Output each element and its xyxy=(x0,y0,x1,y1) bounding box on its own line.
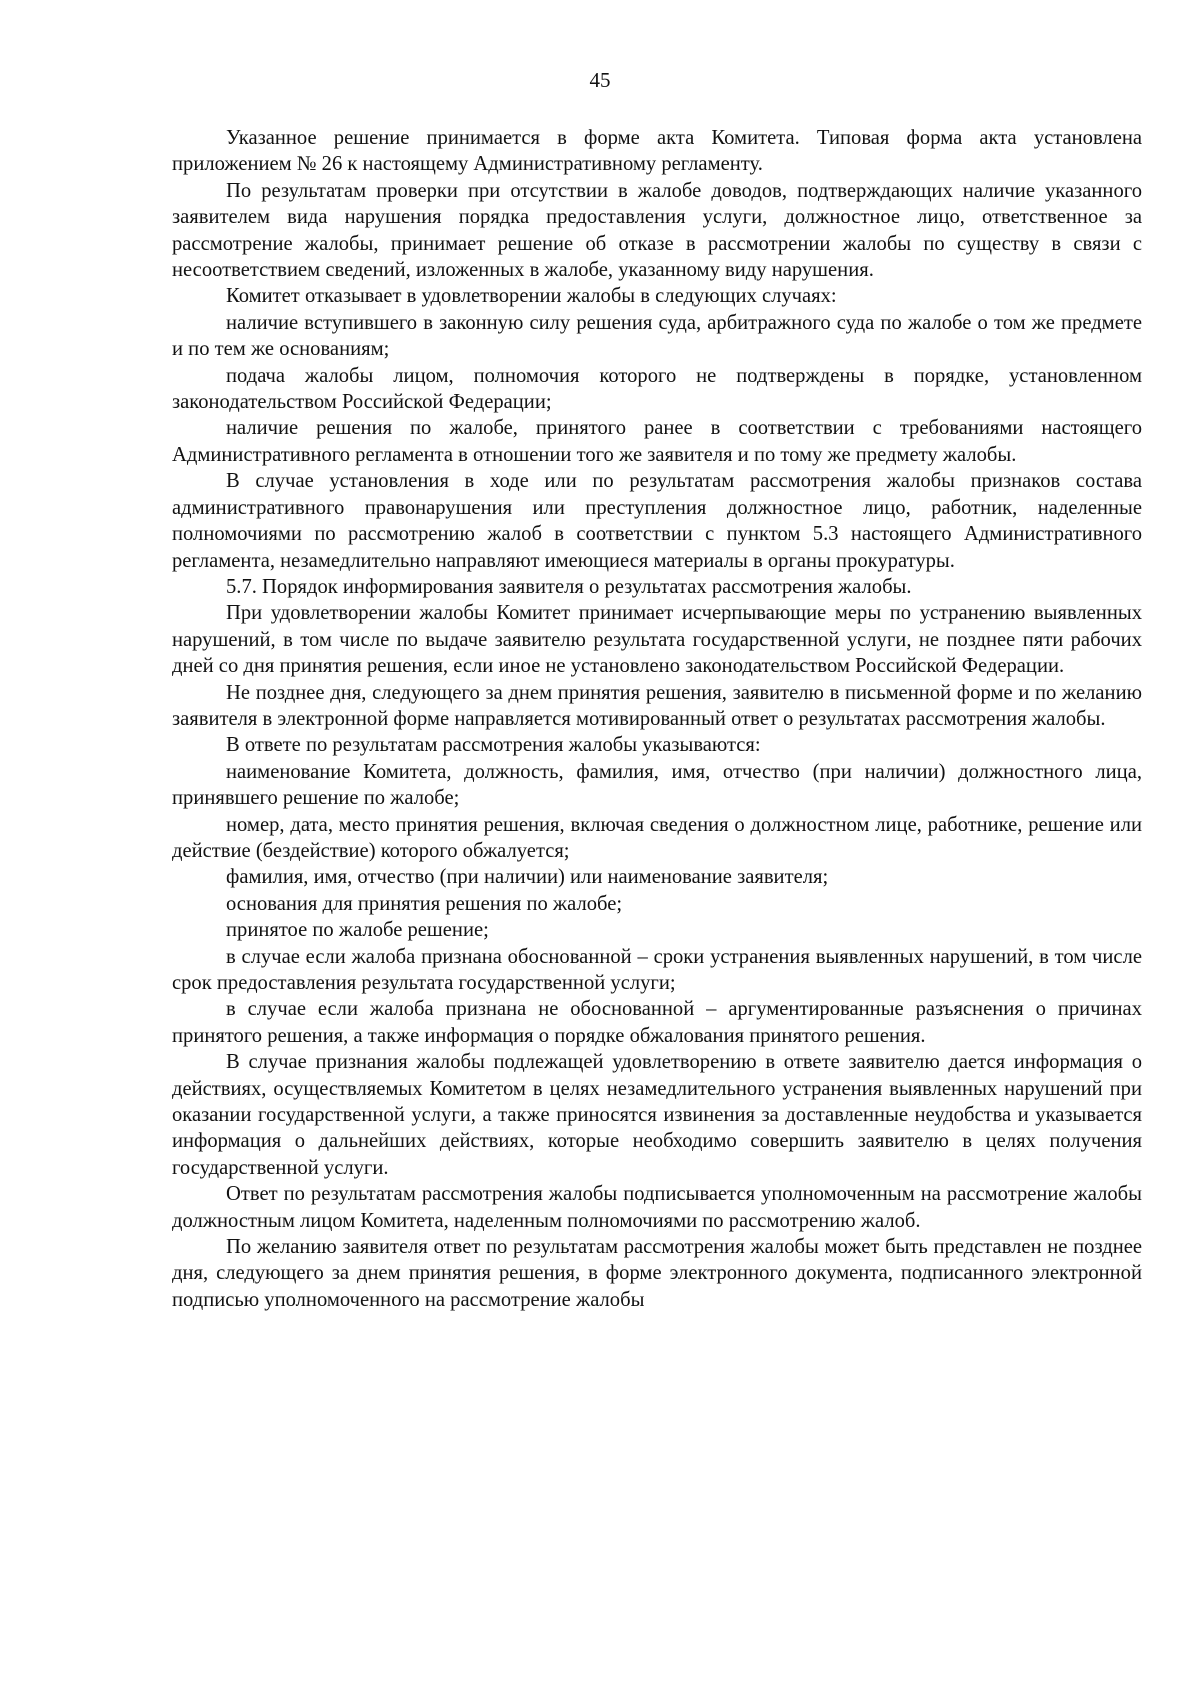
paragraph: Указанное решение принимается в форме акта Комитета. Типовая форма акта установлена приложением № 26 к настоящему Административному регламенту. xyxy=(172,127,1142,176)
list-item: основания для принятия решения по жалобе; xyxy=(226,892,623,915)
section-heading: 5.7. Порядок информирования заявителя о результатах рассмотрения жалобы. xyxy=(226,575,912,598)
list-item: фамилия, имя, отчество (при наличии) или наименование заявителя; xyxy=(226,866,829,889)
paragraph: При удовлетворении жалобы Комитет принимает исчерпывающие меры по устранению выявленных нарушений, в том числе по выдаче заявителю результата государственной услуги, не позднее пяти рабочих дней со дня принятия решения, если иное не установлено законодательством Российской Федерации. xyxy=(172,602,1142,678)
paragraph: Ответ по результатам рассмотрения жалобы подписывается уполномоченным на рассмотрение жалобы должностным лицом Комитета, наделенным полномочиями по рассмотрению жалоб. xyxy=(172,1183,1142,1232)
list-item: в случае если жалоба признана обоснованной – сроки устранения выявленных нарушений, в том числе срок предоставления результата государственной услуги; xyxy=(172,945,1142,994)
list-item: номер, дата, место принятия решения, включая сведения о должностном лице, работнике, решение или действие (бездействие) которого обжалуется; xyxy=(172,813,1142,862)
paragraph: В случае установления в ходе или по результатам рассмотрения жалобы признаков состава административного правонарушения или преступления должностное лицо, работник, наделенные полномочиями по рассмотрению жалоб в соответствии с пунктом 5.3 настоящего Административного регламента, незамедлительно направляют имеющиеся материалы в органы прокуратуры. xyxy=(172,470,1142,572)
list-item: наличие решения по жалобе, принятого ранее в соответствии с требованиями настоящего Административного регламента в отношении того же заявителя и по тому же предмету жалобы. xyxy=(172,417,1142,466)
paragraph: Комитет отказывает в удовлетворении жалобы в следующих случаях: xyxy=(226,285,837,308)
document-body xyxy=(172,125,1142,1313)
paragraph: В случае признания жалобы подлежащей удовлетворению в ответе заявителю дается информация о действиях, осуществляемых Комитетом в целях незамедлительного устранения выявленных нарушений при оказании государственной услуги, а также приносятся извинения за доставленные неудобства и указывается информация о дальнейших действиях, которые необходимо совершить заявителю в целях получения государственной услуги. xyxy=(172,1051,1142,1179)
paragraph: Не позднее дня, следующего за днем принятия решения, заявителю в письменной форме и по желанию заявителя в электронной форме направляется мотивированный ответ о результатах рассмотрения жалобы. xyxy=(172,681,1142,730)
list-item: наличие вступившего в законную силу решения суда, арбитражного суда по жалобе о том же предмете и по тем же основаниям; xyxy=(172,311,1142,361)
paragraph: По желанию заявителя ответ по результатам рассмотрения жалобы может быть представлен не позднее дня, следующего за днем принятия решения, в форме электронного документа, подписанного электронной подписью уполномоченного на рассмотрение жалобы xyxy=(172,1236,1142,1311)
page-number: 45 xyxy=(589,68,611,92)
list-item: в случае если жалоба признана не обоснованной – аргументированные разъяснения о причинах принятого решения, а также информация о порядке обжалования принятого решения. xyxy=(172,998,1142,1047)
list-item: наименование Комитета, должность, фамилия, имя, отчество (при наличии) должностного лица, принявшего решение по жалобе; xyxy=(172,760,1142,810)
list-item: подача жалобы лицом, полномочия которого не подтверждены в порядке, установленном законодательством Российской Федерации; xyxy=(172,364,1142,414)
paragraph: По результатам проверки при отсутствии в жалобе доводов, подтверждающих наличие указанного заявителем вида нарушения порядка предоставления услуги, должностное лицо, ответственное за рассмотрение жалобы, принимает решение об отказе в рассмотрении жалобы по существу в связи с несоответствием сведений, изложенных в жалобе, указанному виду нарушения. xyxy=(172,179,1142,282)
paragraph: В ответе по результатам рассмотрения жалобы указываются: xyxy=(226,734,761,757)
list-item: принятое по жалобе решение; xyxy=(226,919,489,942)
